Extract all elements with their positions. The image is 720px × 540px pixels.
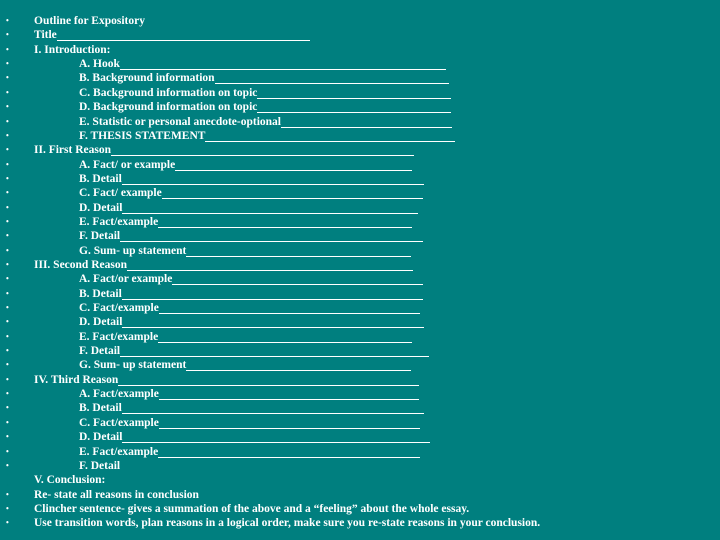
bullet-icon: • xyxy=(6,303,9,312)
outline-text: B. Detail xyxy=(79,402,122,415)
outline-line xyxy=(0,373,720,387)
outline-line xyxy=(0,43,720,57)
outline-line xyxy=(0,244,720,258)
bullet-icon: • xyxy=(6,231,9,241)
bullet-icon: • xyxy=(6,87,9,97)
outline-line xyxy=(0,330,720,344)
outline-line xyxy=(0,100,720,114)
outline-line xyxy=(0,401,720,415)
outline-text: G. Sum- up statement xyxy=(79,359,187,372)
outline-line xyxy=(0,473,720,487)
outline-text: F. Detail xyxy=(79,459,121,472)
outline-line xyxy=(0,186,720,200)
fill-in-blank-line xyxy=(172,272,423,285)
bullet-icon: • xyxy=(6,403,9,413)
outline-text: D. Detail xyxy=(79,431,123,444)
bullet-icon: • xyxy=(6,389,9,399)
fill-in-blank-line xyxy=(215,71,449,84)
fill-in-blank-line xyxy=(175,158,412,171)
outline-text: E. Fact/example xyxy=(79,445,159,458)
bullet-icon: • xyxy=(6,460,9,470)
fill-in-blank-line xyxy=(205,129,455,142)
outline-text: II. First Reason xyxy=(34,144,111,157)
outline-line xyxy=(0,516,720,530)
bullet-icon: • xyxy=(6,116,9,126)
outline-text: Title xyxy=(34,29,57,42)
outline-text: A. Fact/example xyxy=(79,388,159,401)
fill-in-blank-line xyxy=(186,358,411,371)
outline-line xyxy=(0,272,720,286)
outline-line xyxy=(0,344,720,358)
fill-in-blank-line xyxy=(122,287,423,300)
outline-text: B. Detail xyxy=(79,172,122,185)
outline-line xyxy=(0,502,720,516)
fill-in-blank-line xyxy=(127,258,413,271)
fill-in-blank-line xyxy=(122,315,424,328)
fill-in-blank-line xyxy=(122,430,430,443)
bullet-icon: • xyxy=(6,331,9,341)
bullet-icon: • xyxy=(6,446,9,456)
outline-text: Use transition words, plan reasons in a logical order, make sure you re-state reasons in your conclusion. xyxy=(34,517,541,530)
outline-text: E. Fact/example xyxy=(79,215,159,228)
fill-in-blank-line xyxy=(281,115,452,128)
outline-text: F. Detail xyxy=(79,345,121,358)
outline-text: F. Detail xyxy=(79,230,121,243)
outline-line xyxy=(0,201,720,215)
fill-in-blank-line xyxy=(122,401,424,414)
fill-in-blank-line xyxy=(57,28,310,41)
outline-line xyxy=(0,416,720,430)
outline-line xyxy=(0,172,720,186)
bullet-icon: • xyxy=(6,188,9,198)
outline-line xyxy=(0,358,720,372)
outline-text: C. Fact/example xyxy=(79,302,159,314)
outline-line xyxy=(0,71,720,85)
outline-line xyxy=(0,387,720,401)
outline-line xyxy=(0,229,720,243)
bullet-icon: • xyxy=(6,44,9,54)
outline-text: Clincher sentence- gives a summation of the above and a “feeling” about the whole essay. xyxy=(34,502,470,515)
fill-in-blank-line xyxy=(122,172,424,185)
outline-line xyxy=(0,315,720,329)
outline-text: Outline for Expository xyxy=(34,15,145,27)
bullet-icon: • xyxy=(6,216,9,226)
outline-text: E. Fact/example xyxy=(79,330,159,343)
outline-text: G. Sum- up statement xyxy=(79,244,187,257)
fill-in-blank-line xyxy=(158,445,420,458)
bullet-icon: • xyxy=(6,360,9,370)
fill-in-blank-line xyxy=(122,201,418,214)
outline-line xyxy=(0,445,720,459)
fill-in-blank-line xyxy=(257,100,451,113)
fill-in-blank-line xyxy=(159,416,420,429)
outline-text: B. Detail xyxy=(79,287,122,300)
outline-line xyxy=(0,258,720,272)
outline-line xyxy=(0,115,720,129)
outline-line xyxy=(0,129,720,143)
fill-in-blank-line xyxy=(111,143,414,156)
outline-line xyxy=(0,301,720,315)
bullet-icon: • xyxy=(6,503,9,513)
outline-line xyxy=(0,86,720,100)
outline-text: D. Detail xyxy=(79,201,123,214)
fill-in-blank-line xyxy=(158,215,412,228)
outline-text: C. Background information on topic xyxy=(79,86,258,99)
outline-text: A. Fact/or example xyxy=(79,273,173,286)
bullet-icon: • xyxy=(6,274,9,284)
outline-text: B. Background information xyxy=(79,72,215,85)
outline-line xyxy=(0,143,720,157)
outline-text: III. Second Reason xyxy=(34,258,127,271)
outline-line xyxy=(0,158,720,172)
bullet-icon: • xyxy=(6,30,9,40)
outline-text: D. Detail xyxy=(79,316,123,329)
outline-line xyxy=(0,459,720,473)
outline-line xyxy=(0,488,720,502)
fill-in-blank-line xyxy=(159,387,419,400)
outline-text: A. Fact/ or example xyxy=(79,158,176,171)
bullet-icon: • xyxy=(6,73,9,83)
fill-in-blank-line xyxy=(159,301,420,314)
bullet-icon: • xyxy=(6,259,9,269)
bullet-icon: • xyxy=(6,59,9,68)
outline-line xyxy=(0,430,720,444)
bullet-icon: • xyxy=(6,346,9,356)
bullet-icon: • xyxy=(6,130,9,140)
fill-in-blank-line xyxy=(186,244,411,257)
bullet-icon: • xyxy=(6,16,9,25)
outline-text: C. Fact/example xyxy=(79,416,159,429)
fill-in-blank-line xyxy=(120,344,429,357)
outline-text: Re- state all reasons in conclusion xyxy=(34,488,199,501)
outline-text: IV. Third Reason xyxy=(34,373,119,386)
outline-text: F. THESIS STATEMENT xyxy=(79,129,206,142)
fill-in-blank-line xyxy=(120,57,446,70)
outline-text: E. Statistic or personal anecdote-optional xyxy=(79,115,281,128)
fill-in-blank-line xyxy=(162,186,423,199)
bullet-icon: • xyxy=(6,102,9,112)
outline-text: I. Introduction: xyxy=(34,43,111,56)
bullet-icon: • xyxy=(6,317,9,327)
bullet-icon: • xyxy=(6,145,9,155)
outline-line xyxy=(0,14,720,28)
outline-line xyxy=(0,57,720,71)
outline-line xyxy=(0,287,720,301)
outline-line xyxy=(0,28,720,42)
fill-in-blank-line xyxy=(158,330,412,343)
bullet-icon: • xyxy=(6,417,9,427)
fill-in-blank-line xyxy=(120,229,423,242)
bullet-icon: • xyxy=(6,245,9,255)
fill-in-blank-line xyxy=(118,373,419,386)
outline-text: V. Conclusion: xyxy=(34,474,106,487)
bullet-icon: • xyxy=(6,159,9,169)
bullet-icon: • xyxy=(6,173,9,183)
outline-text: C. Fact/ example xyxy=(79,187,162,200)
bullet-icon: • xyxy=(6,518,9,528)
bullet-icon: • xyxy=(6,374,9,384)
outline-text: A. Hook xyxy=(79,58,120,70)
bullet-icon: • xyxy=(6,489,9,499)
bullet-icon: • xyxy=(6,202,9,212)
fill-in-blank-line xyxy=(257,86,451,99)
outline-text: D. Background information on topic xyxy=(79,101,258,114)
outline-line xyxy=(0,215,720,229)
bullet-icon: • xyxy=(6,432,9,442)
bullet-icon: • xyxy=(6,288,9,298)
